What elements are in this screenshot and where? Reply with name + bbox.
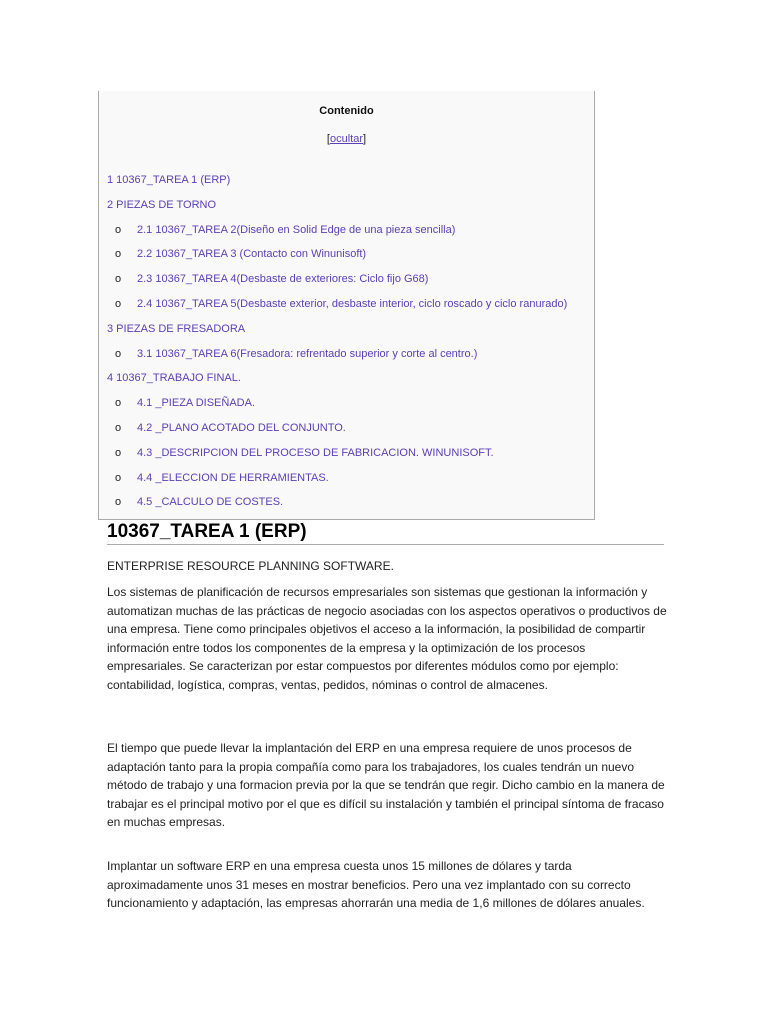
bullet-icon: o <box>115 248 122 261</box>
paragraph-1: Los sistemas de planificación de recursos empresariales son sistemas que gestionan la información y automatizan muchas de las prácticas de negocio asociadas con los aspectos operativos o productivos de una empresa. Tiene como principales objetivos el acceso a la información, la posibilidad de compartir información entre todos los componentes de la empresa y la optimización de los procesos empresariales. Se caracterizan por estar compuestos por diferentes módulos como por ejemplo: contabilidad, logística, compras, ventas, pedidos, nóminas o control de almacenes. <box>107 585 667 692</box>
toc-item-3[interactable] <box>107 320 567 345</box>
toc-item-2-3[interactable] <box>107 270 567 295</box>
toc-item-2-4[interactable] <box>107 295 567 320</box>
toc-item-label[interactable]: 4 10367_TRABAJO FINAL. <box>107 372 241 385</box>
toc-item-4[interactable] <box>107 369 567 394</box>
toc-item-label[interactable]: 1 10367_TAREA 1 (ERP) <box>107 174 231 186</box>
bullet-icon: o <box>115 446 122 459</box>
bullet-icon: o <box>115 421 122 434</box>
toc-item-1[interactable] <box>107 171 567 196</box>
toc-item-4-3[interactable] <box>107 444 567 469</box>
toc-item-2-2[interactable] <box>107 245 567 270</box>
bullet-icon: o <box>115 347 122 360</box>
toc-toggle-close-bracket: ] <box>363 133 367 145</box>
toc-item-4-1[interactable] <box>107 394 567 419</box>
toc-item-label[interactable]: 4.2 _PLANO ACOTADO DEL CONJUNTO. <box>137 421 346 434</box>
toc-item-label[interactable]: 2 PIEZAS DE TORNO <box>107 198 217 211</box>
toc-item-label[interactable]: 3.1 10367_TAREA 6(Fresadora: refrentado superior y corte al centro.) <box>137 347 478 360</box>
paragraph-2: El tiempo que puede llevar la implantación del ERP en una empresa requiere de unos procesos de adaptación tanto para la propia compañía como para los trabajadores, los cuales tendrán un nuevo método de trabajo y una formacion previa por la que se tendrán que regir. Dicho cambio en la manera de trabajar es el principal motivo por el que es difícil su instalación y también el principal síntoma de fracaso en muchas empresas. <box>107 741 665 829</box>
toc-item-label[interactable]: 2.4 10367_TAREA 5(Desbaste exterior, desbaste interior, ciclo roscado y ciclo ranurado) <box>137 297 568 310</box>
toc-hide-link[interactable]: ocultar <box>329 133 364 145</box>
toc-title: Contenido <box>319 105 374 117</box>
bullet-icon: o <box>115 223 122 236</box>
toc-list <box>107 171 567 518</box>
toc-item-2-1[interactable] <box>107 221 567 246</box>
toc-item-label[interactable]: 2.1 10367_TAREA 2(Diseño en Solid Edge de una pieza sencilla) <box>137 223 456 236</box>
toc-item-4-5[interactable] <box>107 493 567 518</box>
toc-item-label[interactable]: 2.2 10367_TAREA 3 (Contacto con Winunisoft) <box>137 248 367 261</box>
toc-toggle-open-bracket: [ <box>326 133 330 145</box>
bullet-icon: o <box>115 397 122 410</box>
toc-item-label[interactable]: 4.3 _DESCRIPCION DEL PROCESO DE FABRICACION. WINUNISOFT. <box>137 446 494 459</box>
toc-item-label[interactable]: 4.1 _PIEZA DISEÑADA. <box>137 397 255 410</box>
toc-item-label[interactable]: 4.5 _CALCULO DE COSTES. <box>137 496 284 509</box>
bullet-icon: o <box>115 471 122 484</box>
table-of-contents <box>98 91 595 520</box>
toc-item-3-1[interactable] <box>107 345 567 370</box>
section-subtitle: ENTERPRISE RESOURCE PLANNING SOFTWARE. <box>107 559 394 573</box>
toc-item-label[interactable]: 4.4 _ELECCION DE HERRAMIENTAS. <box>137 471 329 484</box>
bullet-icon: o <box>115 297 122 310</box>
toc-item-2[interactable] <box>107 196 567 221</box>
bullet-icon: o <box>115 496 122 509</box>
toc-toggle <box>99 133 594 145</box>
section-heading: 10367_TAREA 1 (ERP) <box>107 519 664 545</box>
toc-item-4-2[interactable] <box>107 419 567 444</box>
toc-item-label[interactable]: 3 PIEZAS DE FRESADORA <box>107 322 246 335</box>
toc-item-label[interactable]: 2.3 10367_TAREA 4(Desbaste de exteriores: Ciclo fijo G68) <box>137 273 429 286</box>
bullet-icon: o <box>115 273 122 286</box>
toc-item-4-4[interactable] <box>107 469 567 494</box>
paragraph-3: Implantar un software ERP en una empresa cuesta unos 15 millones de dólares y tarda aproximadamente unos 31 meses en mostrar beneficios. Pero una vez implantado con su correcto funcionamiento y adaptación, las empresas ahorrarán una media de 1,6 millones de dólares anuales. <box>107 859 645 910</box>
